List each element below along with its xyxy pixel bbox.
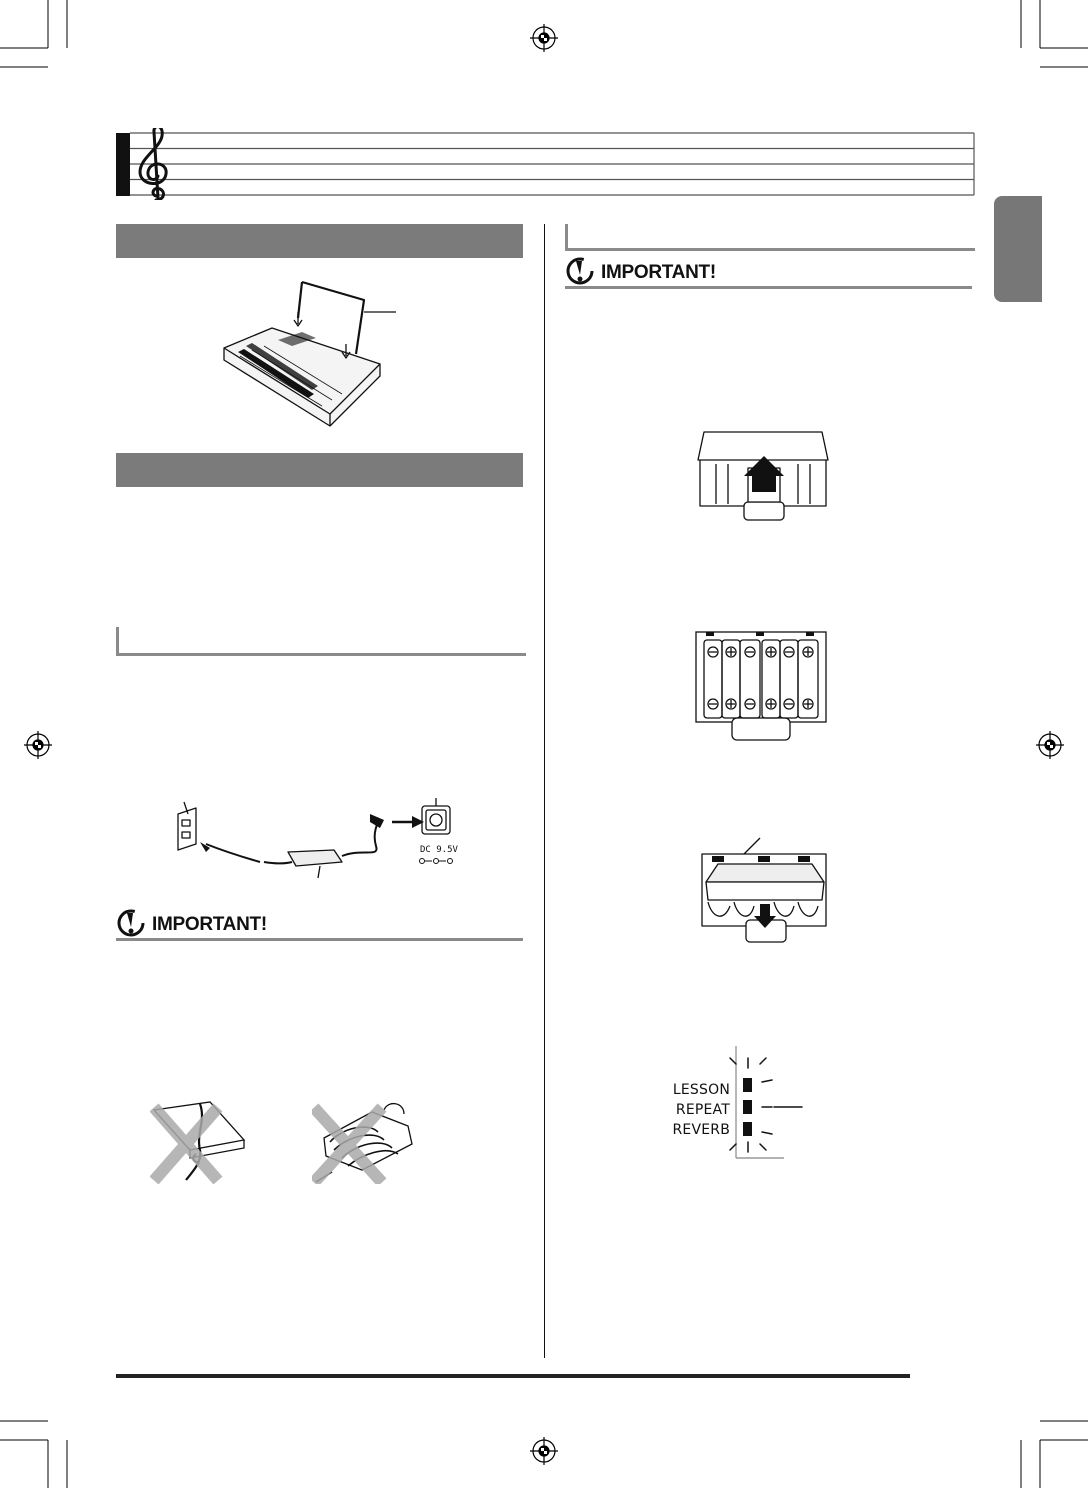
important-label: IMPORTANT! [601,262,716,283]
lesson-indicator [743,1078,752,1092]
caution-icon [565,256,595,286]
keyboard-music-stand-illustration [218,276,418,428]
lesson-label: LESSON [672,1082,730,1098]
battery-cover-removal-illustration [694,428,834,524]
reverb-label: REVERB [672,1122,730,1138]
subheading-rule-ac-adaptor [116,627,526,656]
lesson-panel-labels [664,1080,730,1140]
battery-cover-attach-illustration [694,836,834,946]
side-language-tab [994,196,1042,302]
important-notice-right [565,256,972,289]
footer-rule [116,1374,910,1378]
battery-compartment-illustration [694,630,828,742]
important-label: IMPORTANT! [152,914,267,935]
subheading-rule-batteries [565,224,975,251]
reverb-indicator [743,1122,752,1136]
section-bar-power-supply [116,453,523,487]
dc-jack-label: DC 9.5V [420,845,458,855]
repeat-label: REPEAT [675,1102,730,1118]
caution-icon [116,908,146,938]
section-bar-music-stand [116,224,523,258]
repeat-indicator [743,1100,752,1114]
ac-adaptor-connection-illustration [166,792,466,884]
lesson-panel-indicators [726,1046,812,1162]
music-staff-header [112,128,976,200]
column-divider [544,224,545,1358]
cord-bending-warning-illustration [150,1100,250,1184]
cord-wrapping-warning-illustration [312,1098,422,1184]
important-notice-left [116,908,523,941]
